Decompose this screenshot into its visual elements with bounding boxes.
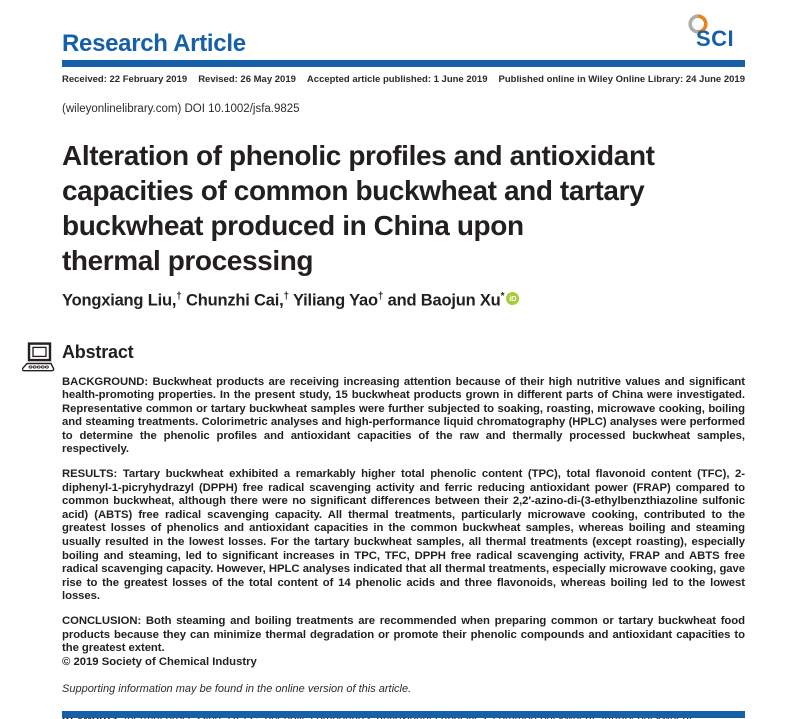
received-date: Received: 22 February 2019 (62, 74, 188, 85)
title-line-1: Alteration of phenolic profiles and antioxidant (62, 140, 655, 171)
article-title (62, 138, 745, 278)
author-2-affiliation-mark: † (283, 291, 289, 302)
author-1-affiliation-mark: † (176, 291, 182, 302)
computer-icon (22, 342, 56, 378)
author-2: Chunzhi Cai, (181, 291, 284, 310)
author-3: Yiliang Yao (288, 291, 378, 310)
sci-logo (685, 13, 745, 57)
copyright-line: © 2019 Society of Chemical Industry (62, 655, 257, 668)
doi-line: (wileyonlinelibrary.com) DOI 10.1002/jsfa.9825 (62, 103, 300, 115)
sci-logo-text: SCI (696, 26, 735, 51)
article-history (62, 74, 745, 85)
author-list (62, 291, 745, 311)
title-line-4: thermal processing (62, 245, 314, 276)
abstract-results: RESULTS: Tartary buckwheat exhibited a remarkably higher total phenolic content (TPC), total flavonoid content (TFC), 2-diphenyl-1-picryhydrazyl (DPPH) free radical scavenging activity and ferric reducing antioxidant power (FRAP) compared to common buckwheat, although there were no significant differences between their 2,2′-azino-di-(3-ethylbenzthiazoline sulfonic acid) (ABTS) free radical scavenging capacity. All thermal treatments, particularly microwave cooking, contributed to the greatest losses of phenolics and antioxidant capacities in the common buckwheat samples, whereas boiling and steaming usually resulted in the lowest losses. For the tartary buckwheat samples, all thermal treatments (except roasting), especially boiling and steaming, led to significant increases in TPC, TFC, DPPH free radical scavenging activity, FRAP and ABTS free radical scavenging capacity. However, HPLC analyses indicated that all thermal treatments, especially microwave cooking, gave rise to the greatest losses of the total content of 14 phenolic acids and three flavonoids, whereas boiling led to the lowest losses. (62, 468, 745, 603)
abstract-background: BACKGROUND: Buckwheat products are receiving increasing attention because of their high nutritive values and significant health-promoting properties. In the present study, 15 buckwheat products grown in different parts of China were investigated. Representative common or tartary buckwheat samples were further subjected to soaking, roasting, microwave cooking, boiling and steaming treatments. Colorimetric analyses and high-performance liquid chromatography (HPLC) analyses were performed to determine the phenolic profiles and antioxidant capacities of the raw and thermally processed buckwheat samples, respectively. (62, 375, 745, 456)
abstract-heading: Abstract (62, 341, 134, 362)
orcid-icon[interactable]: iD (506, 292, 519, 305)
published-date: Published online in Wiley Online Library: 24 June 2019 (498, 74, 745, 85)
accepted-date: Accepted article published: 1 June 2019 (306, 74, 488, 85)
abstract-section (62, 342, 745, 670)
title-line-3: buckwheat produced in China upon (62, 210, 524, 241)
journal-header (62, 0, 745, 60)
author-3-affiliation-mark: † (377, 291, 384, 302)
author-1: Yongxiang Liu, (62, 291, 177, 310)
author-4: and Baojun Xu (383, 291, 501, 310)
abstract-conclusion: CONCLUSION: Both steaming and boiling treatments are recommended when preparing common or tartary buckwheat food products because they can minimize thermal degradation or promote their phenolic compounds and antioxidant capacities to the greatest extent. (62, 615, 745, 655)
title-line-2: capacities of common buckwheat and tartary (62, 175, 645, 206)
article-type-label: Research Article (62, 30, 246, 57)
header-rule (62, 60, 745, 67)
supporting-info-note: Supporting information may be found in the online version of this article. (62, 683, 412, 696)
corresponding-author-mark: * (500, 291, 505, 302)
footer-rule (62, 711, 745, 718)
revised-date: Revised: 26 May 2019 (198, 74, 296, 85)
